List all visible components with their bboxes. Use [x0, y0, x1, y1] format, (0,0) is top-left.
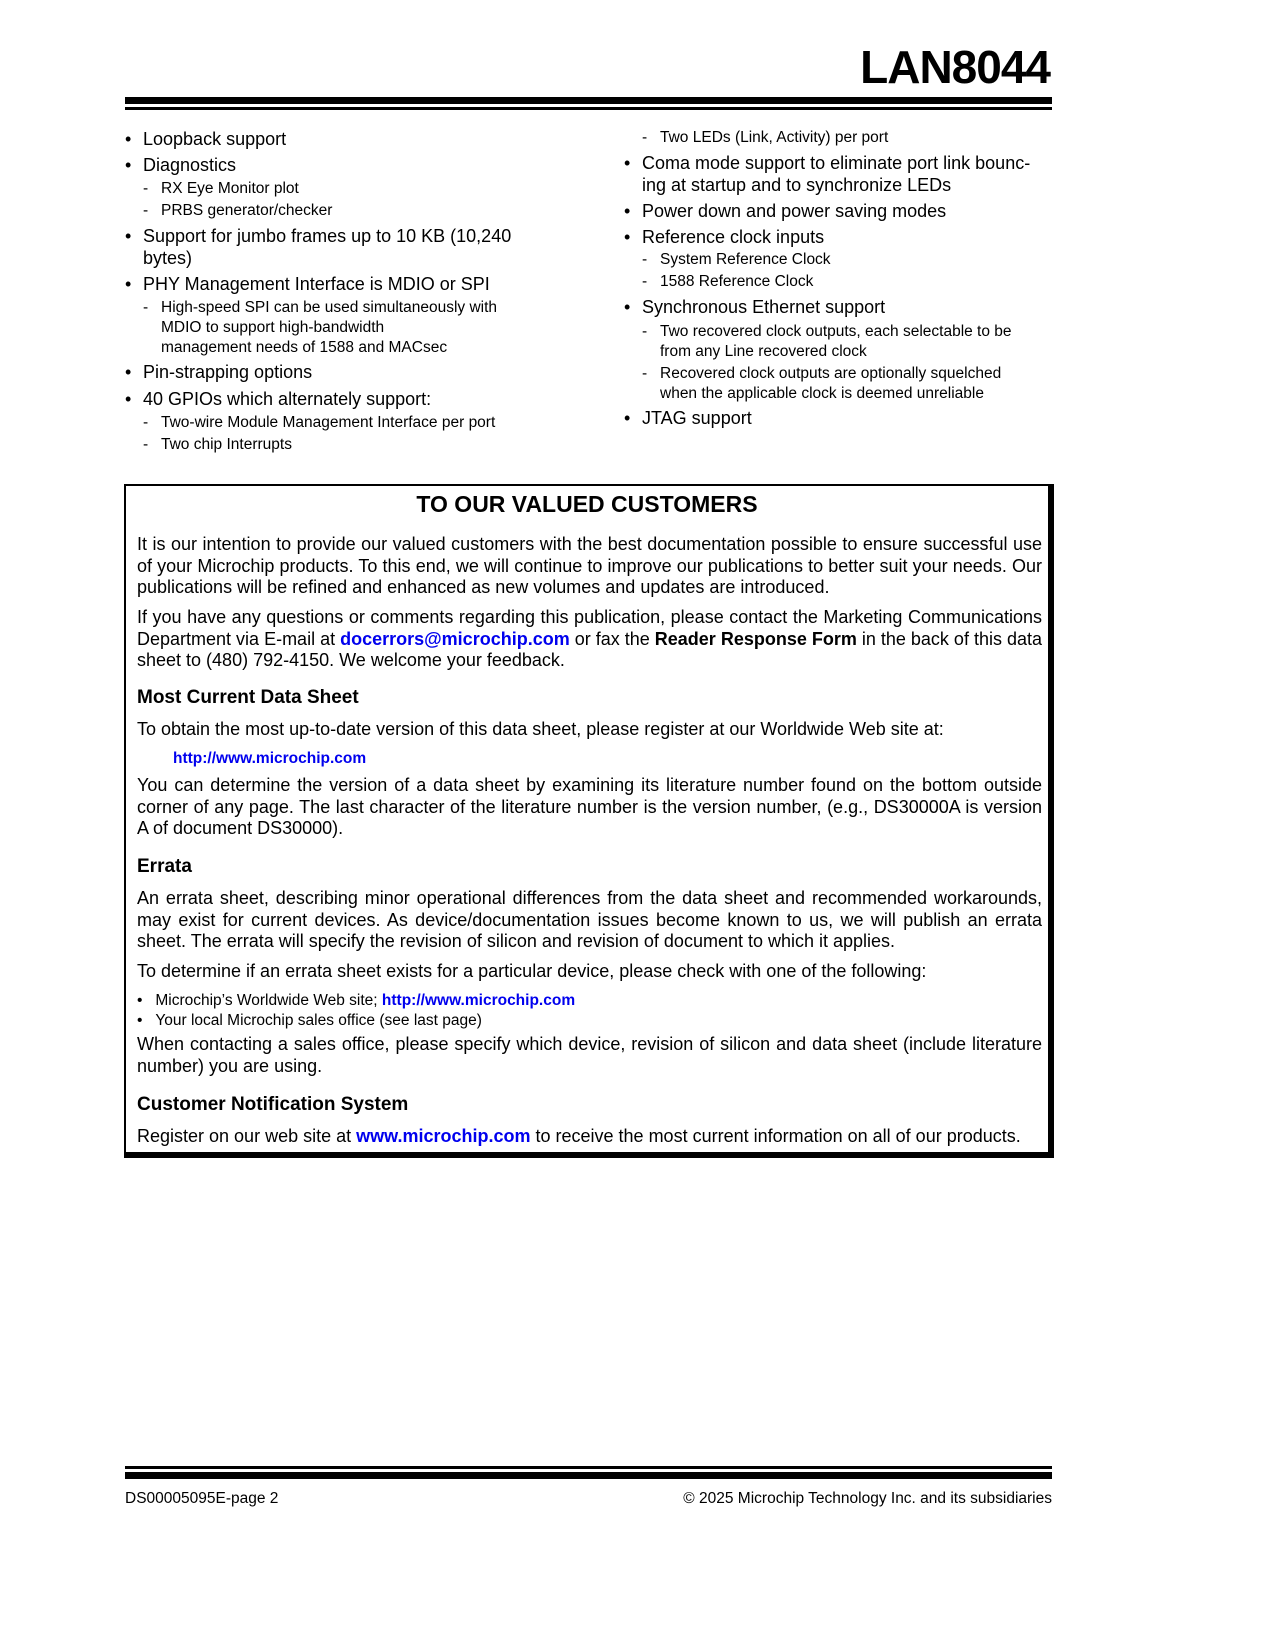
paragraph: When contacting a sales office, please specify which device, revision of silicon and data sheet (include literature number) you are using.	[137, 1034, 1042, 1076]
feature-subitem: - Two recovered clock outputs, each selectable to be from any Line recovered clock	[642, 323, 1012, 360]
list-item: • Microchip’s Worldwide Web site; http://www.microchip.com	[137, 992, 576, 1009]
box-title: TO OUR VALUED CUSTOMERS	[416, 491, 758, 517]
feature-subitem: - PRBS generator/checker	[143, 202, 333, 219]
feature-subitem: - Two chip Interrupts	[143, 436, 292, 453]
feature-subitem: - Two LEDs (Link, Activity) per port	[642, 129, 889, 146]
paragraph: You can determine the version of a data sheet by examining its literature number found on the bottom outside corner of any page. The last character of the literature number is the version number, (e.g., DS30000A is version A of document DS30000).	[137, 775, 1042, 839]
email-link[interactable]: docerrors@microchip.com	[340, 628, 570, 649]
feature-subitem: - High-speed SPI can be used simultaneously with MDIO to support high-bandwidth management needs of 1588 and MACsec	[143, 299, 498, 356]
feature-subitem: - Two-wire Module Management Interface per port	[143, 414, 496, 431]
feature-item: • Reference clock inputs	[624, 227, 825, 247]
feature-subitem: - RX Eye Monitor plot	[143, 180, 299, 197]
feature-item: • Coma mode support to eliminate port link bounc- ing at startup and to synchronize LEDs	[624, 153, 1031, 195]
feature-item: • Diagnostics	[125, 155, 237, 175]
feature-item: • Power down and power saving modes	[624, 201, 947, 221]
microchip-url-link[interactable]: http://www.microchip.com	[173, 750, 367, 767]
feature-item: • 40 GPIOs which alternately support:	[125, 389, 432, 409]
section-heading: Errata	[137, 856, 192, 877]
paragraph: An errata sheet, describing minor operational differences from the data sheet and recommended workarounds, may exist for current devices. As device/documentation issues become known to us, we will publish an errata sheet. The errata will specify the revision of silicon and revision of document to which it applies.	[137, 888, 1042, 952]
paragraph: To determine if an errata sheet exists for a particular device, please check with one of the following:	[137, 961, 927, 981]
list-item: • Your local Microchip sales office (see last page)	[137, 1012, 482, 1029]
footer-rule-thin	[125, 1466, 1052, 1469]
header-rule-thick	[125, 97, 1052, 104]
feature-subitem: - Recovered clock outputs are optionally squelched when the applicable clock is deemed unreliable	[642, 365, 1002, 402]
feature-subitem: - System Reference Clock	[642, 251, 831, 268]
paragraph: If you have any questions or comments regarding this publication, please contact the Marketing Communications Department via E-mail at docerrors@microchip.com or fax the Reader Response Form in the back of this data sheet to (480) 792-4150. We welcome your feedback.	[137, 607, 1042, 671]
section-heading: Most Current Data Sheet	[137, 687, 359, 708]
feature-item: • PHY Management Interface is MDIO or SPI	[125, 274, 490, 294]
feature-subitem: - 1588 Reference Clock	[642, 273, 814, 290]
valued-customers-box	[124, 484, 1054, 1158]
microchip-web-link[interactable]: www.microchip.com	[356, 1126, 531, 1146]
paragraph: Register on our web site at www.microchip.com to receive the most current information on all of our products.	[137, 1126, 1021, 1146]
feature-item: • Pin-strapping options	[125, 362, 313, 382]
doc-title: LAN8044	[860, 41, 1050, 93]
section-heading: Customer Notification System	[137, 1094, 409, 1115]
paragraph: It is our intention to provide our valued customers with the best documentation possible to ensure successful use of your Microchip products. To this end, we will continue to improve our publications to better suit your needs. Our publications will be refined and enhanced as new volumes and updates are introduced.	[137, 534, 1042, 598]
copyright: © 2025 Microchip Technology Inc. and its subsidiaries	[683, 1490, 1052, 1507]
paragraph: To obtain the most up-to-date version of this data sheet, please register at our Worldwide Web site at:	[137, 719, 944, 739]
feature-item: • Synchronous Ethernet support	[624, 297, 886, 317]
feature-item: • Loopback support	[125, 129, 287, 149]
microchip-url-link[interactable]: http://www.microchip.com	[381, 992, 576, 1009]
page-number: DS00005095E-page 2	[125, 1490, 279, 1507]
header-rule-thin	[125, 107, 1052, 110]
feature-item: • Support for jumbo frames up to 10 KB (10,240 bytes)	[125, 226, 512, 268]
feature-item: • JTAG support	[624, 408, 752, 428]
footer-rule-thick	[125, 1472, 1052, 1479]
